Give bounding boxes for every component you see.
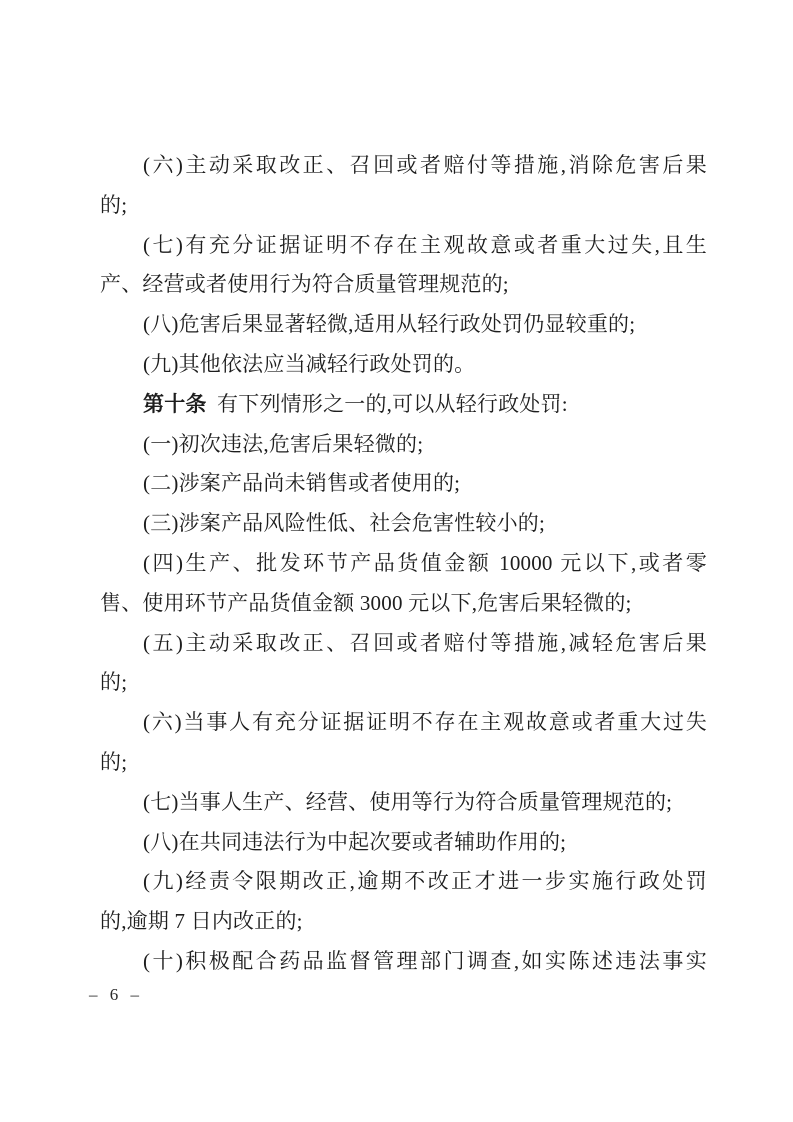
document-line: 的; (100, 670, 128, 695)
document-line: 的,逾期 7 日内改正的; (100, 909, 303, 934)
document-line: 的; (100, 192, 128, 217)
article-text: 有下列情形之一的,可以从轻行政处罚: (211, 391, 568, 416)
document-line: (十)积极配合药品监督管理部门调查,如实陈述违法事实 (143, 948, 707, 973)
document-line: (五)主动采取改正、召回或者赔付等措施,减轻危害后果 (143, 630, 707, 655)
document-line: (九)经责令限期改正,逾期不改正才进一步实施行政处罚 (143, 869, 707, 894)
document-line: (七)有充分证据证明不存在主观故意或者重大过失,且生 (143, 232, 707, 257)
document-body (100, 146, 707, 982)
document-line-article (100, 385, 707, 425)
document-line: (九)其他依法应当减轻行政处罚的。 (143, 351, 476, 376)
page-number: – 6 – (89, 985, 140, 1004)
document-line: (四)生产、批发环节产品货值金额 10000 元以下,或者零 (143, 550, 707, 575)
article-number: 第十条 (143, 391, 207, 416)
document-line: 的; (100, 749, 128, 774)
document-line: (八)危害后果显著轻微,适用从轻行政处罚仍显较重的; (143, 312, 636, 337)
document-line: (六)主动采取改正、召回或者赔付等措施,消除危害后果 (143, 153, 707, 177)
document-line: (六)当事人有充分证据证明不存在主观故意或者重大过失 (143, 710, 707, 735)
document-line: 售、使用环节产品货值金额 3000 元以下,危害后果轻微的; (100, 590, 632, 615)
document-line: 产、经营或者使用行为符合质量管理规范的; (100, 272, 509, 297)
document-line: (八)在共同违法行为中起次要或者辅助作用的; (143, 829, 567, 854)
document-line: (一)初次违法,危害后果轻微的; (143, 431, 424, 456)
document-line: (二)涉案产品尚未销售或者使用的; (143, 471, 461, 496)
document-line: (三)涉案产品风险性低、社会危害性较小的; (143, 511, 546, 536)
document-line: (七)当事人生产、经营、使用等行为符合质量管理规范的; (143, 789, 673, 814)
